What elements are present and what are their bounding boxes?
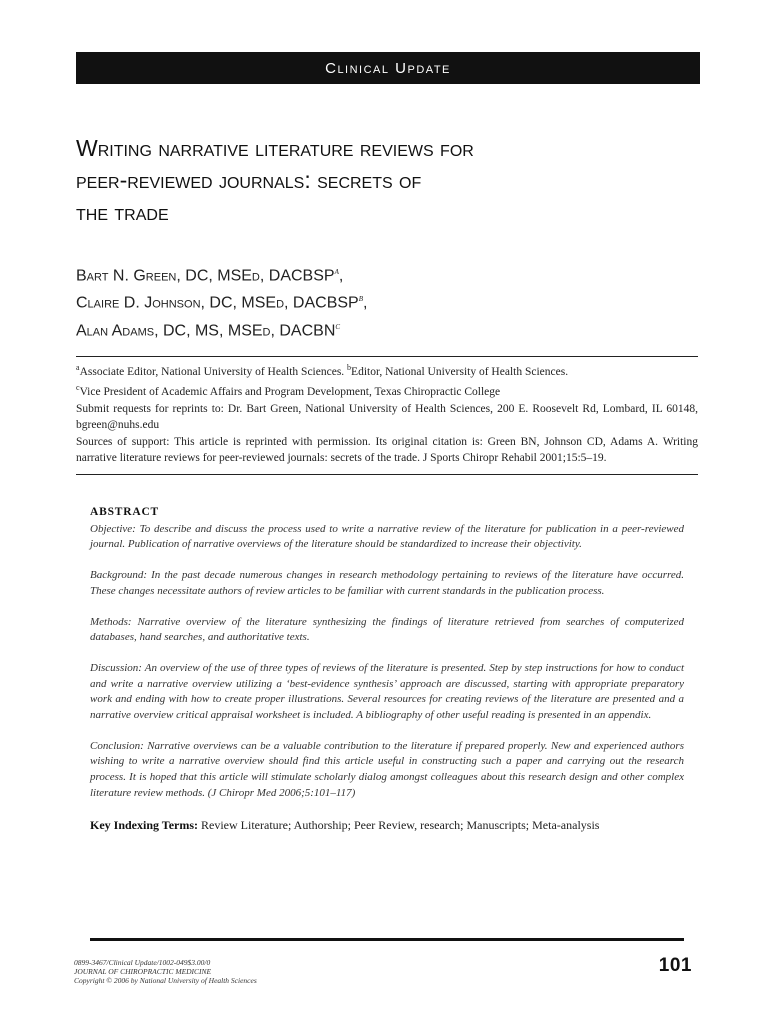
author-mark: b <box>358 293 363 305</box>
section-banner <box>76 52 700 84</box>
affiliation-mark: a <box>76 363 80 372</box>
title-line: peer-reviewed journals: secrets of <box>76 167 422 193</box>
abstract-objective: Objective: To describe and discuss the process used to write a narrative review of the literature for publication in a peer-reviewed journal. Publication of narrative overviews of the literature should be standardized to increase their objectivity. <box>90 522 684 551</box>
divider-bottom <box>76 474 698 475</box>
author-name: Bart N. Green, DC, MSEd, DACBSP <box>76 267 335 285</box>
footer-copyright: Copyright © 2006 by National University of Health Sciences <box>74 976 257 985</box>
author-mark: a <box>334 266 339 277</box>
affiliation-c <box>76 380 698 400</box>
title-line: Writing narrative literature reviews for <box>76 135 474 161</box>
abstract-heading: ABSTRACT <box>90 506 160 518</box>
key-terms-text: Review Literature; Authorship; Peer Review, research; Manuscripts; Meta-analysis <box>198 817 600 832</box>
article-title <box>76 132 706 228</box>
footer-journal: JOURNAL OF CHIROPRACTIC MEDICINE <box>74 967 212 976</box>
author-separator: , <box>338 267 344 285</box>
affiliation-mark: c <box>76 383 80 393</box>
abstract-block <box>90 505 684 833</box>
affiliation-text: Vice President of Academic Affairs and Program Development, Texas Chiropractic College <box>79 386 501 399</box>
footer-divider <box>90 938 684 941</box>
page-number: 101 <box>658 955 692 976</box>
author-separator: , <box>363 294 368 312</box>
author-line <box>76 260 696 287</box>
affiliation-mark: b <box>347 363 352 372</box>
reprint-requests: Submit requests for reprints to: Dr. Bart Green, National University of Health Sciences, 200 E. Roosevelt Rd, Lombard, IL 60148, bgreen@nuhs.edu <box>76 402 698 432</box>
affiliation-ab <box>76 360 698 380</box>
footer-code: 0899-3467/Clinical Update/1002-049$3.00/0 <box>74 958 211 967</box>
title-line: the trade <box>76 199 169 225</box>
author-name: Claire D. Johnson, DC, MSEd, DACBSP <box>76 294 359 312</box>
abstract-background: Background: In the past decade numerous changes in research methodology pertaining to reviews of the literature have occurred. These changes necessitate authors of review articles to be familiar with current standards in the publication process. <box>90 569 684 597</box>
abstract-discussion: Discussion: An overview of the use of three types of reviews of the literature is presented. Step by step instructions for how to conduct and write a narrative overview utilizing a ‘best-evidence synthesis’ approach are discussed, starting with appropriate preparatory work and ending with how to create proper illustrations. Several resources for creating reviews of the literature are presented and a narrative overview critical appraisal worksheet is included. A bibliography of other useful reading is presented in an appendix. <box>90 661 684 722</box>
sources-of-support: Sources of support: This article is reprinted with permission. Its original citation is: Green BN, Johnson CD, Adams A. Writing narrative literature reviews for peer-reviewed journals: secrets of the trade. J Sports Chiropr Rehabil 2001;15:5–19. <box>76 435 698 465</box>
author-name: Alan Adams, DC, MS, MSEd, DACBN <box>76 321 336 339</box>
abstract-methods: Methods: Narrative overview of the literature synthesizing the findings of literature retrieved from searches of computerized databases, hand searches, and authoritative texts. <box>90 615 684 644</box>
section-label: Clinical Update <box>325 59 451 77</box>
author-mark: c <box>335 320 341 332</box>
affiliations-block <box>76 360 698 467</box>
abstract-conclusion: Conclusion: Narrative overviews can be a valuable contribution to the literature if prepared properly. New and experienced authors wishing to write a narrative overview should find this article useful in constructing such a paper and carrying out the research process. It is hoped that this article will stimulate scholarly dialog amongst colleagues about this research design and other complex literature review methods. (J Chiropr Med 2006;5:101–117) <box>90 739 684 799</box>
key-indexing-terms <box>90 817 684 833</box>
divider-top <box>76 356 698 357</box>
footer-info <box>74 958 474 985</box>
key-terms-label: Key Indexing Terms: <box>90 817 199 832</box>
author-list <box>76 260 696 342</box>
affiliation-text: Associate Editor, National University of Health Sciences. <box>79 365 348 378</box>
affiliation-text: Editor, National University of Health Sciences. <box>351 365 569 378</box>
author-line <box>76 287 696 314</box>
author-line <box>76 315 696 342</box>
